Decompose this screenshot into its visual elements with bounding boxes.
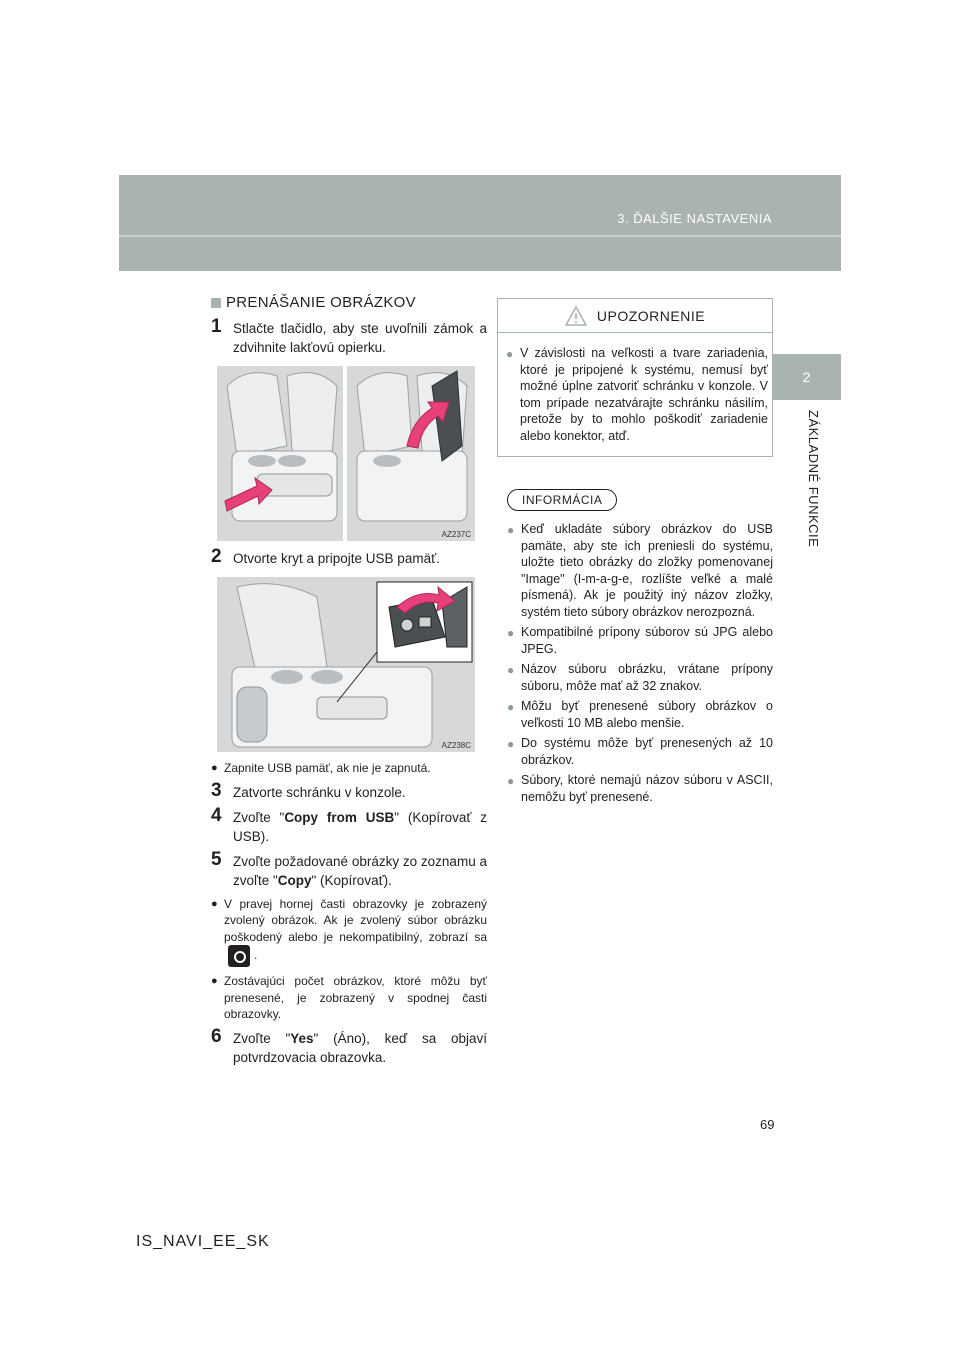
page-number: 69 <box>760 1117 775 1132</box>
step-number: 1 <box>211 316 222 337</box>
square-bullet-icon <box>211 298 221 308</box>
step-text-post: " (Áno), keď sa objaví potvrdzovacia obrazovka. <box>233 1030 487 1065</box>
step-button-name: Yes <box>290 1030 314 1046</box>
bullet-dot-icon: ● <box>507 774 515 788</box>
warning-box <box>497 298 773 457</box>
bullet-dot-icon: ● <box>507 523 515 537</box>
usb-illustration <box>217 577 475 752</box>
warning-item <box>506 345 768 444</box>
bullet-text: V pravej hornej časti obrazovky je zobrazený zvolený obrázok. Ak je zvolený súbor obrázku poškodený alebo je nekompatibilný, zobrazí sa <box>224 896 487 944</box>
bullet-dot-icon: ● <box>211 897 218 910</box>
warning-body <box>498 333 772 456</box>
bullet-text-end: . <box>254 948 258 963</box>
bullet-dot-icon: ● <box>507 700 515 714</box>
info-item <box>507 624 773 657</box>
step-text-post: " (Kopírovať z USB). <box>233 809 487 844</box>
bullet-remaining <box>211 973 487 1023</box>
step-text: Stlačte tlačidlo, aby ste uvoľnili zámok a zdvihnite lakťovú opierku. <box>233 321 487 355</box>
info-item <box>507 661 773 694</box>
step-number: 2 <box>211 546 222 567</box>
bullet-dot-icon: ● <box>507 626 515 640</box>
step-1 <box>211 316 487 357</box>
step-text: Otvorte kryt a pripojte USB pamäť. <box>233 551 440 566</box>
info-item <box>507 735 773 768</box>
armrest-illustration <box>217 366 475 541</box>
document-code: IS_NAVI_EE_SK <box>136 1233 270 1250</box>
step-6 <box>211 1025 487 1067</box>
broken-image-icon <box>228 945 250 967</box>
header-divider <box>119 235 841 237</box>
step-text-post: " (Kopírovať). <box>311 872 392 888</box>
step-text-pre: Zvoľte " <box>233 809 285 825</box>
warning-triangle-icon <box>565 306 587 326</box>
section-heading <box>211 294 487 311</box>
info-text: Keď ukladáte súbory obrázkov do USB pamäte, aby ste ich preniesli do systému, uložte tieto obrázky do zložky pomenovanej "Image" (I-m-a-g-e, rozlíšte veľké a malé písmená). Ak je použitý iný názov zložky, systém tieto súbory obrázkov nerozpozná. <box>521 522 773 619</box>
step-number: 4 <box>211 804 222 826</box>
step-number: 3 <box>211 779 222 801</box>
info-text: Do systému môže byť prenesených až 10 obrázkov. <box>521 736 773 767</box>
info-text: Súbory, ktoré nemajú názov súboru v ASCII, nemôžu byť prenesené. <box>521 773 773 804</box>
warning-header <box>498 299 772 333</box>
warning-text: V závislosti na veľkosti a tvare zariadenia, ktoré je pripojené k systému, nemusí byť možné úplne zatvoriť schránku v konzole. V tom prípade nezatvárajte schránku násilím, pretože by to mohlo poškodiť zariadenie alebo konektor, atď. <box>520 346 768 443</box>
section-heading-text: PRENÁŠANIE OBRÁZKOV <box>226 294 416 311</box>
figure-label: AZ237C <box>441 530 471 539</box>
step-number: 5 <box>211 848 222 870</box>
step-3 <box>211 779 487 802</box>
info-text: Kompatibilné prípony súborov sú JPG alebo JPEG. <box>521 625 773 656</box>
info-label: INFORMÁCIA <box>507 489 617 511</box>
left-column <box>211 290 487 1067</box>
warning-title: UPOZORNENIE <box>596 307 706 324</box>
bullet-dot-icon: ● <box>507 663 515 677</box>
bullet-dot-icon: ● <box>507 737 515 751</box>
step-button-name: Copy <box>277 872 312 888</box>
step-button-name: Copy from USB <box>284 809 395 825</box>
bullet-text: Zostávajúci počet obrázkov, ktoré môžu byť prenesené, je zobrazený v spodnej časti obrazovky. <box>224 974 487 1021</box>
info-item <box>507 521 773 620</box>
info-list <box>497 521 773 805</box>
bullet-dot-icon: ● <box>211 975 218 987</box>
step-text-pre: Zvoľte " <box>233 1030 291 1046</box>
info-text: Môžu byť prenesené súbory obrázkov o veľkosti 10 MB alebo menšie. <box>521 699 773 730</box>
figure-usb <box>217 577 475 752</box>
bullet-text: Zapnite USB pamäť, ak nie je zapnutá. <box>224 761 431 775</box>
chapter-number-tab: 2 <box>772 354 841 400</box>
bullet-dot-icon: ● <box>506 347 514 361</box>
step-2 <box>211 546 487 568</box>
info-item <box>507 698 773 731</box>
bullet-usb-power <box>211 760 487 777</box>
step-5 <box>211 848 487 890</box>
step-4 <box>211 804 487 846</box>
right-column <box>497 298 773 805</box>
bullet-preview <box>211 896 487 968</box>
figure-label: AZ238C <box>441 741 471 750</box>
step-text: Zatvorte schránku v konzole. <box>233 784 406 800</box>
step-text-pre: Zvoľte požadované obrázky zo zoznamu a zvoľte " <box>233 853 487 888</box>
figure-armrest <box>217 366 475 541</box>
bullet-dot-icon: ● <box>211 762 218 774</box>
info-text: Názov súboru obrázku, vrátane prípony súboru, môže mať až 32 znakov. <box>521 662 773 693</box>
chapter-label: ZÁKLADNÉ FUNKCIE <box>806 410 821 548</box>
section-title: 3. ĎALŠIE NASTAVENIA <box>617 211 772 226</box>
info-item <box>507 772 773 805</box>
step-number: 6 <box>211 1025 222 1047</box>
